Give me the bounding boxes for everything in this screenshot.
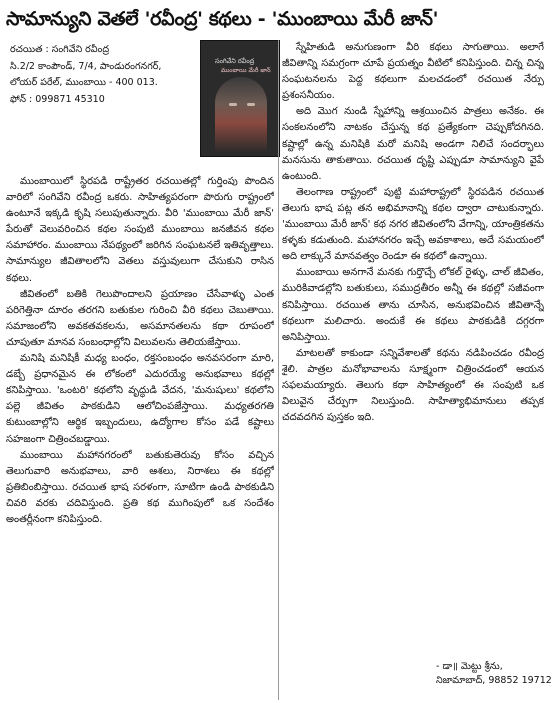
author-line: రచయిత : సంగివేని రవీంద్ర [10,44,110,55]
book-cover-image [200,40,280,157]
paragraph: మాటలతో కాకుండా సన్నివేశాలతో కథను నడిపించడం రవీంద్ర శైలి. పాత్రల మనోభావాలను సూక్ష్మంగా చిత్రించడంలో ఆయన సఫలమయ్యారు. తెలుగు కథా సాహిత్యంలో ఈ సంపుటి ఒక విలువైన చేర్పుగా నిలుస్తుంది. సాహిత్యాభిమానులు తప్పక చదవదగిన పుస్తకం ఇది. [282,347,544,424]
cover-author: సంగివేని రవీంద్ర [215,57,255,65]
right-column [282,40,544,675]
paragraph: అది మొగ నుండి స్నేహాన్ని ఆశ్రయించిన పాత్రలు అనేకం. ఈ సంకలనంలోని నాటకం చేస్తున్న కథ ప్రత్యేకంగా చెప్పుకోదగినది. కష్టాల్లో ఉన్న మనిషికి మరో మనిషి అండగా నిలిచే సందర్భాలు మనసును తాకుతాయి. రచయిత దృష్టి ఎప్పుడూ సామాన్యుని వైపే ఉంటుంది. [282,106,544,182]
book-info [10,42,190,108]
column-divider [278,40,279,700]
paragraph: ముంబాయిలో స్థిరపడి రాష్ట్రేతర రచయితల్లో గుర్తింపు పొందిన వారిలో సంగివేని రవీంద్ర ఒకరు. సాహిత్యపరంగా పొరుగు రాష్ట్రంలో ఉంటూనే ఇక్కడి కృషి సలుపుతున్నారు. వీరి 'ముంబాయి మేరీ జాన్' పేరుతో వెలువరించిన కథల సంపుటి ముంబాయి జనజీవన కథల సమాహారం. ముంబాయి నేపథ్యంలో జరిగిన సంఘటనలే ఇతివృత్తాలు. సామాన్యుల జీవితాలలోని వెతలు వస్తువులుగా చేసుకుని రాసిన కథలు. [6,176,274,284]
cover-eye-right [247,103,255,106]
paragraph: ముంబాయి అనగానే మనకు గుర్తొచ్చే లోకల్ రైళ్ళు, చాల్ జీవితం, మురికివాడల్లోని బతుకులు, సముద్రతీరం అన్నీ ఈ కథల్లో సజీవంగా కనిపిస్తాయి. రచయిత తాను చూసిన, అనుభవించిన జీవితాన్నే కథలుగా మలిచారు. అందుకే ఈ కథలు పాఠకుడికి దగ్గరగా అనిపిస్తాయి. [282,267,544,343]
paragraph: స్నేహితుడి అనుగుణంగా వీరి కథలు సాగుతాయి. అలాగే జీవితాన్ని సమగ్రంగా చూపే ప్రయత్నం వీటిలో కనిపిస్తుంది. చిన్న చిన్న సంఘటనలను పెద్ద కథలుగా మలచడంలో రచయిత నేర్పు ప్రశంసనీయం. [282,42,544,102]
reviewer-contact: నిజామాబాద్, 98852 19712 [436,675,552,686]
phone-line: ఫోన్ : 099871 45310 [10,93,105,105]
cover-title: ముంబాయి మేరీ జాన్ [221,67,271,74]
address-line-1: సి.2/2 కాంపౌండ్, 7/4, పాండురంగనగర్, [10,60,162,72]
headline: సామాన్యుని వెతలే 'రవీంద్ర' కథలు - 'ముంబాయి మేరీ జాన్' [6,8,439,30]
paragraph: మనిషి మనిషికీ మధ్య బంధం, రక్తసంబంధం అనవసరంగా మారి, డబ్బే ప్రధానమైన ఈ లోకంలో ఎదురయ్యే అనుభవాలు కథల్లో కనిపిస్తాయి. 'ఒంటరి' కథలోని వృద్ధుడి వేదన, 'మనుషులు' కథలోని పల్లె జీవితం పాఠకుడిని ఆలోచింపజేస్తాయి. మధ్యతరగతి కుటుంబాల్లోని ఆర్థిక ఇబ్బందులు, ఉద్యోగాల కోసం పడే కష్టాలు సహజంగా చిత్రించబడ్డాయి. [6,353,274,445]
address-line-2: లోయర్ పరేల్, ముంబాయి - 400 013. [10,77,158,88]
paragraph: జీవితంలో బతికి గెలుపొందాలని ప్రయాణం చేసేవాళ్ళు ఎంత పరిగెత్తినా దూరం తరగని బతుకుల గురించి వీరి కథలు చెబుతాయి. సమాజంలోని అవకతవకలను, అసమానతలను కథా రూపంలో చూపుతూ మానవ సంబంధాల్లోని విలువలను తెలియజేస్తాయి. [6,288,274,348]
paragraph: తెలంగాణ రాష్ట్రంలో పుట్టి మహారాష్ట్రలో స్థిరపడిన రచయిత తెలుగు భాష పట్ల తన అభిమానాన్ని కథల ద్వారా చాటుకున్నారు. 'ముంబాయి మేరీ జాన్' కథ నగర జీవితంలోని వేగాన్ని, యాంత్రికతను కళ్ళకు కడుతుంది. మహానగరం ఇచ్చే అవకాశాలు, అదే సమయంలో అది లాక్కునే మానవత్వం రెండూ ఈ కథలో ఉన్నాయి. [282,186,544,263]
paragraph: ముంబాయి మహానగరంలో బతుకుతెరువు కోసం వచ్చిన తెలుగువారి అనుభవాలు, వారి ఆశలు, నిరాశలు ఈ కథల్లో ప్రతిబింబిస్తాయి. రచయిత భాష సరళంగా, సూటిగా ఉండి పాఠకుడిని చివరి వరకు చదివిస్తుంది. ప్రతి కథ ముగింపులో ఒక సందేశం అంతర్లీనంగా కనిపిస్తుంది. [6,449,274,525]
left-column [6,174,274,700]
cover-eye-left [229,103,237,106]
cover-portrait [215,77,267,153]
reviewer-name: - డా॥ మెట్టు శ్రీను, [436,661,503,672]
reviewer-signature [436,660,552,688]
